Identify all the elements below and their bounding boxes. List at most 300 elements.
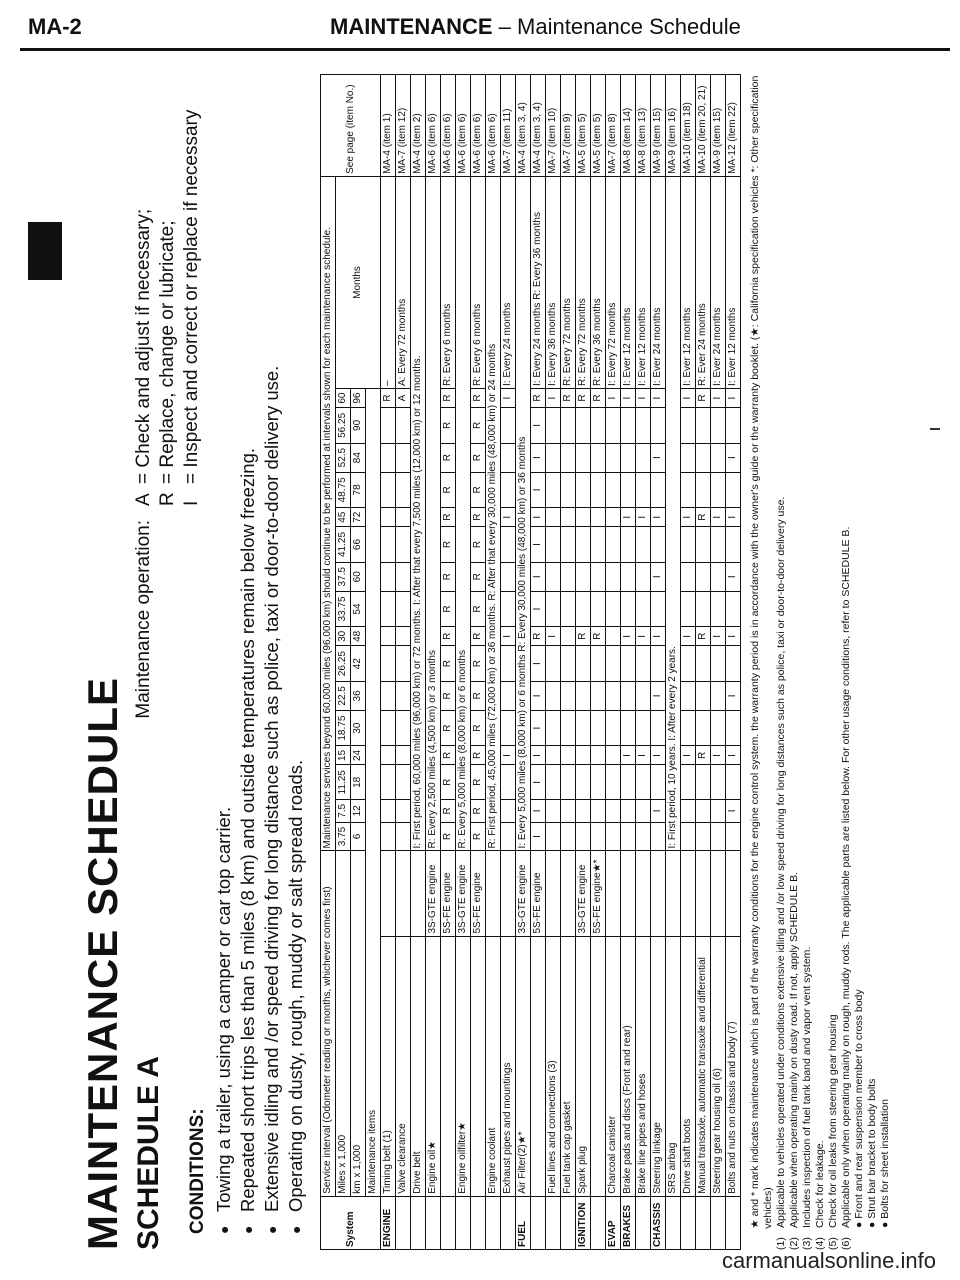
operation-cell	[696, 822, 711, 851]
miles-label: Miles x 1,000	[336, 851, 351, 1196]
operation-cell: R	[471, 389, 486, 408]
operation-cell	[501, 765, 516, 800]
table-row	[726, 75, 741, 1250]
footnote-key	[853, 1228, 866, 1250]
operation-cell	[711, 562, 726, 591]
system-cell: IGNITION	[576, 1196, 591, 1249]
footnote-text: Applicable only when operating mainly on rough, muddy rods. The applicable parts are listed below. For other usage conditions, refer to SCHEDULE B.	[840, 526, 852, 1228]
table-row	[576, 75, 591, 1250]
months-cell: I: Ever 24 months	[711, 176, 726, 388]
page-ref-cell: MA-10 (item 18)	[681, 75, 696, 177]
page-ref-cell: MA-12 (item 22)	[726, 75, 741, 177]
system-cell	[726, 1196, 741, 1249]
operation-cell: R	[471, 746, 486, 765]
operation-cell	[651, 591, 666, 627]
operation-cell	[501, 527, 516, 563]
page-title: MAINTENANCE SCHEDULE	[79, 676, 126, 1250]
table-row	[396, 75, 411, 1250]
engine-cell	[666, 851, 681, 936]
page-ref-cell: MA-9 (item 15)	[711, 75, 726, 177]
operation-cell: I	[546, 627, 561, 646]
operation-cell	[651, 527, 666, 563]
margin-mark	[930, 428, 940, 430]
operation-cell	[696, 408, 711, 444]
item-cell: Steering gear housing oil (6)	[711, 936, 726, 1196]
operation-cell	[381, 527, 396, 563]
page-ref-cell: MA-6 (item 6)	[456, 75, 471, 177]
system-cell: EVAP	[606, 1196, 621, 1249]
operation-cell: I	[531, 765, 546, 800]
item-cell: Air Filter(2)★*	[516, 936, 531, 1196]
operation-cell	[381, 710, 396, 746]
table-row	[411, 75, 426, 1250]
operation-cell: I	[681, 746, 696, 765]
engine-cell	[696, 851, 711, 936]
page-ref-cell: MA-7 (item 10)	[546, 75, 561, 177]
operation-cell: I	[531, 800, 546, 822]
operation-cell: R	[441, 408, 456, 444]
footnote-key: (3)	[801, 1237, 813, 1250]
footnote-key: (4)	[814, 1237, 826, 1250]
operation-cell: I	[636, 389, 651, 408]
months-cell: R: Every 6 months	[471, 176, 486, 388]
operation-cell: I	[531, 508, 546, 527]
footnote-key: (1)	[775, 1237, 787, 1250]
table-row	[531, 75, 546, 1250]
months-cell: I: Ever 12 months	[681, 176, 696, 388]
operation-cell	[561, 627, 576, 646]
miles-value: 41.25	[336, 527, 351, 563]
operation-cell	[726, 408, 741, 444]
system-cell: ENGINE	[381, 1196, 396, 1249]
operation-cell	[651, 408, 666, 444]
item-cell: Timing belt (1)	[381, 936, 396, 1196]
operation-cell	[681, 646, 696, 682]
page-ref-cell: MA-8 (item 13)	[636, 75, 651, 177]
operation-cell: I	[621, 508, 636, 527]
operation-cell: I	[651, 800, 666, 822]
operation-cell: I	[651, 627, 666, 646]
operation-cell	[696, 472, 711, 508]
operation-cell	[636, 408, 651, 444]
operation-cell	[381, 800, 396, 822]
miles-value: 45	[336, 508, 351, 527]
operation-cell	[501, 681, 516, 710]
operation-cell	[576, 562, 591, 591]
page-ref-cell: MA-4 (item 3, 4)	[531, 75, 546, 177]
operation-cell	[621, 591, 636, 627]
item-cell: Drive shaft boots	[681, 936, 696, 1196]
items-label: Maintenance items	[366, 389, 381, 1197]
operation-cell: R	[441, 562, 456, 591]
engine-cell: 3S-GTE engine	[576, 851, 591, 936]
table-row	[636, 75, 651, 1250]
system-cell	[486, 1196, 501, 1249]
operation-cell	[591, 408, 606, 444]
operation-cell	[591, 681, 606, 710]
operation-cell	[591, 527, 606, 563]
footnote-key: (2)	[788, 1237, 800, 1250]
operation-cell	[381, 591, 396, 627]
operation-cell: I	[726, 800, 741, 822]
operation-cell	[726, 765, 741, 800]
operation-cell: I	[711, 508, 726, 527]
operation-cell	[636, 472, 651, 508]
item-cell: Exhaust pipes and mountings	[501, 936, 516, 1196]
operation-cell	[501, 646, 516, 682]
operation-cell	[396, 627, 411, 646]
page-ref-cell: MA-6 (item 6)	[441, 75, 456, 177]
system-cell: CHASSIS	[651, 1196, 666, 1249]
months-cell: A: Every 72 months	[396, 176, 411, 388]
operation-cell	[636, 822, 651, 851]
miles-value: 22.5	[336, 681, 351, 710]
table-row	[666, 75, 681, 1250]
operation-cell	[576, 508, 591, 527]
operation-cell	[636, 681, 651, 710]
operation-cell: R	[696, 746, 711, 765]
operation-cell	[546, 822, 561, 851]
operation-cell: I	[621, 627, 636, 646]
condition-item: ● Repeated short trips les than 5 miles (8 km) and outside temperatures remain below freezing.	[236, 70, 260, 1212]
item-cell: SRS airbag	[666, 936, 681, 1196]
item-cell: Engine oilfilter★	[456, 936, 471, 1196]
operation-cell	[396, 527, 411, 563]
legend-desc: = Replace, change or lubricate;	[157, 220, 178, 484]
km-value: 66	[351, 527, 366, 563]
item-cell: Engine oil★	[426, 936, 441, 1196]
operation-cell	[576, 591, 591, 627]
operation-cell	[636, 765, 651, 800]
page-ref-cell: MA-7 (item 11)	[501, 75, 516, 177]
table-header-row	[321, 75, 336, 1250]
legend-row	[180, 110, 204, 730]
operation-cell: I	[531, 822, 546, 851]
footnote-text: ● Front and rear suspension member to cross body	[853, 989, 865, 1228]
legend-desc: = Check and adjust if necessary;	[133, 208, 154, 484]
table-row	[501, 75, 516, 1250]
header-rule	[20, 48, 950, 51]
operation-cell: R	[591, 389, 606, 408]
engine-cell: 3S-GTE engine	[426, 851, 441, 936]
operation-cell: R	[471, 527, 486, 563]
operation-cell	[396, 408, 411, 444]
miles-value: 52.5	[336, 443, 351, 472]
operation-cell	[396, 765, 411, 800]
operation-cell	[381, 472, 396, 508]
operation-cell	[576, 408, 591, 444]
system-cell	[456, 1196, 471, 1249]
operation-cell	[546, 800, 561, 822]
engine-cell	[501, 851, 516, 936]
table-row	[426, 75, 441, 1250]
months-cell: I: Every 72 months	[606, 176, 621, 388]
operation-cell	[621, 681, 636, 710]
interval-span-cell: I: First period, 10 years. I: After every 2 years.	[666, 176, 681, 851]
miles-value: 56.25	[336, 408, 351, 444]
legend-code: R	[157, 492, 178, 506]
operation-cell	[546, 710, 561, 746]
footnote-key: (6)	[840, 1237, 852, 1250]
operation-cell	[711, 822, 726, 851]
operation-cell: I	[501, 746, 516, 765]
months-cell: R: Ever 24 months	[696, 176, 711, 388]
condition-item: ● Extensive idling and /or speed driving for long distance such as police, taxi or door-to-door delivery use.	[260, 70, 284, 1212]
operation-cell	[636, 646, 651, 682]
operation-cell	[621, 527, 636, 563]
operation-cell	[606, 646, 621, 682]
operation-cell: I	[651, 443, 666, 472]
interval-span-cell: R: Every 2,500 miles (4,500 km) or 3 months	[426, 176, 441, 851]
operation-cell	[636, 591, 651, 627]
operation-cell	[576, 681, 591, 710]
page-header	[330, 14, 741, 40]
item-cell	[531, 936, 546, 1196]
footnote-text: Check for leakage.	[814, 1140, 826, 1228]
engine-cell	[681, 851, 696, 936]
months-cell: I: Ever 24 months	[651, 176, 666, 388]
operation-cell: R	[441, 443, 456, 472]
system-cell	[501, 1196, 516, 1249]
system-cell	[441, 1196, 456, 1249]
operation-cell	[696, 710, 711, 746]
operation-cell	[606, 822, 621, 851]
operation-cell	[561, 408, 576, 444]
system-cell: BRAKES	[621, 1196, 636, 1249]
operation-cell	[621, 710, 636, 746]
operation-cell	[681, 710, 696, 746]
operation-cell	[606, 472, 621, 508]
miles-value: 48.75	[336, 472, 351, 508]
operation-cell	[576, 765, 591, 800]
operation-cell	[396, 508, 411, 527]
operation-cell: R	[471, 627, 486, 646]
operation-cell	[381, 746, 396, 765]
maintenance-operation-legend	[132, 110, 204, 730]
operation-cell	[651, 822, 666, 851]
operation-cell: R	[471, 822, 486, 851]
footnote-key	[866, 1228, 879, 1250]
item-cell	[471, 936, 486, 1196]
operation-cell	[711, 710, 726, 746]
operation-cell	[396, 822, 411, 851]
rotated-page-body	[79, 70, 891, 1250]
operation-cell	[651, 646, 666, 682]
operation-cell	[561, 646, 576, 682]
footnote	[814, 70, 827, 1250]
months-cell: I: Ever 12 months	[621, 176, 636, 388]
table-row	[606, 75, 621, 1250]
operation-cell	[726, 527, 741, 563]
page-ref-cell: MA-4 (item 3, 4)	[516, 75, 531, 177]
operation-cell	[606, 591, 621, 627]
page-ref-cell: MA-6 (item 6)	[471, 75, 486, 177]
footnote	[879, 70, 892, 1250]
operation-cell: R	[441, 765, 456, 800]
operation-cell	[621, 822, 636, 851]
operation-cell	[621, 472, 636, 508]
operation-cell	[696, 765, 711, 800]
operation-cell: I	[651, 681, 666, 710]
system-cell	[681, 1196, 696, 1249]
operation-cell: R	[471, 765, 486, 800]
footnote	[775, 70, 788, 1250]
operation-cell: I	[531, 591, 546, 627]
conditions-list	[212, 70, 308, 1234]
engine-cell	[411, 851, 426, 936]
operation-cell: R	[471, 562, 486, 591]
km-value: 60	[351, 562, 366, 591]
operation-cell	[501, 822, 516, 851]
operation-cell	[396, 443, 411, 472]
item-cell: Steering linkage	[651, 936, 666, 1196]
operation-cell: I	[636, 627, 651, 646]
operation-cell	[591, 746, 606, 765]
engine-cell	[561, 851, 576, 936]
engine-cell: 5S-FE engine	[471, 851, 486, 936]
page-ref-cell: MA-6 (item 6)	[426, 75, 441, 177]
operation-cell	[711, 527, 726, 563]
operation-cell: I	[531, 527, 546, 563]
operation-cell	[561, 527, 576, 563]
footnote	[853, 70, 866, 1250]
operation-cell	[681, 562, 696, 591]
km-value: 6	[351, 822, 366, 851]
operation-cell	[381, 681, 396, 710]
operation-cell	[681, 472, 696, 508]
miles-value: 11.25	[336, 765, 351, 800]
footnote-text: ★ and * mark indicates maintenance which is part of the warranty conditions for the engine control system. the warranty period is in accordance with the owner's guide or the warranty booklet. (★: California specification vehicles *: Other specification vehicles)	[749, 75, 774, 1229]
operation-cell	[546, 646, 561, 682]
miles-row	[336, 75, 351, 1250]
operation-cell: R	[591, 627, 606, 646]
item-cell: Manual transaxle, automatic transaxle and differential	[696, 936, 711, 1196]
engine-cell	[636, 851, 651, 936]
km-value: 36	[351, 681, 366, 710]
item-cell: Charcoal canister	[606, 936, 621, 1196]
operation-cell	[606, 527, 621, 563]
operation-cell	[606, 800, 621, 822]
system-cell	[531, 1196, 546, 1249]
footnote	[788, 70, 801, 1250]
operation-cell: I	[531, 746, 546, 765]
miles-value: 26.25	[336, 646, 351, 682]
operation-cell: R	[576, 389, 591, 408]
operation-cell: I	[531, 472, 546, 508]
operation-cell	[606, 408, 621, 444]
operation-cell	[396, 710, 411, 746]
operation-cell	[546, 408, 561, 444]
operation-cell	[591, 765, 606, 800]
table-row	[486, 75, 501, 1250]
operation-cell	[696, 527, 711, 563]
operation-cell	[381, 646, 396, 682]
operation-cell	[561, 800, 576, 822]
engine-cell: 5S-FE engine	[441, 851, 456, 936]
operation-cell	[561, 822, 576, 851]
operation-cell: R	[561, 389, 576, 408]
item-cell: Fuel lines and connections (3)	[546, 936, 561, 1196]
operation-cell: R	[441, 681, 456, 710]
operation-cell: I	[651, 508, 666, 527]
operation-cell	[621, 765, 636, 800]
operation-cell	[396, 681, 411, 710]
table-row	[711, 75, 726, 1250]
km-value: 90	[351, 408, 366, 444]
legend-row	[156, 110, 180, 730]
operation-cell	[591, 710, 606, 746]
header-subtitle: Maintenance Schedule	[517, 14, 741, 39]
operation-cell	[711, 765, 726, 800]
operation-cell	[696, 443, 711, 472]
operation-cell: I	[531, 681, 546, 710]
months-cell: I: Every 36 months	[546, 176, 561, 388]
operation-cell	[591, 443, 606, 472]
page-ref-cell: MA-7 (item 8)	[606, 75, 621, 177]
system-cell	[696, 1196, 711, 1249]
table-row	[441, 75, 456, 1250]
km-value: 18	[351, 765, 366, 800]
operation-cell: I	[531, 710, 546, 746]
operation-cell: I	[636, 746, 651, 765]
months-header: Months	[336, 176, 381, 388]
operation-cell	[681, 822, 696, 851]
engine-cell	[651, 851, 666, 936]
months-cell: R: Every 6 months	[441, 176, 456, 388]
operation-cell: I	[531, 562, 546, 591]
operation-cell: R	[441, 389, 456, 408]
operation-cell: R	[441, 800, 456, 822]
operation-cell	[546, 746, 561, 765]
operation-cell	[606, 681, 621, 710]
operation-cell: I	[726, 681, 741, 710]
operation-cell	[651, 472, 666, 508]
table-row	[546, 75, 561, 1250]
interval-span-cell: I: First period, 60,000 miles (96,000 km) or 72 months. I: After that every 7,500 miles (12,000 km) or 12 months.	[411, 176, 426, 851]
km-value: 24	[351, 746, 366, 765]
table-row	[381, 75, 396, 1250]
operation-cell	[381, 562, 396, 591]
operation-cell	[711, 443, 726, 472]
legend-code: I	[181, 500, 202, 506]
operation-cell: I	[726, 508, 741, 527]
system-cell	[471, 1196, 486, 1249]
condition-item: ● Operating on dusty, rough, muddy or salt spread roads.	[284, 70, 308, 1212]
legend-desc: = Inspect and correct or replace if necessary	[181, 109, 202, 484]
footnote-text: ● Strut bar bracket to body bolts	[866, 1078, 878, 1228]
footnote-text: Applicable when operating mainly on dusty road. If not, apply SCHEDULE B.	[788, 871, 800, 1228]
operation-cell	[561, 591, 576, 627]
item-cell: Fuel tank cap gasket	[561, 936, 576, 1196]
operation-cell: I	[501, 627, 516, 646]
operation-cell	[576, 746, 591, 765]
operation-cell	[546, 562, 561, 591]
interval-span-cell: R: Every 5,000 miles (8,000 km) or 6 months	[456, 176, 471, 851]
engine-cell	[726, 851, 741, 936]
operation-cell: I	[621, 746, 636, 765]
operation-cell	[561, 710, 576, 746]
table-row	[471, 75, 486, 1250]
operation-cell: I	[726, 746, 741, 765]
item-cell: Brake pads and discs (Front and rear)	[621, 936, 636, 1196]
operation-cell	[396, 591, 411, 627]
item-cell: Engine coolant	[486, 936, 501, 1196]
system-cell	[546, 1196, 561, 1249]
months-cell: R: Every 72 months	[561, 176, 576, 388]
miles-value: 15	[336, 746, 351, 765]
operation-cell: R	[696, 627, 711, 646]
engine-cell: 5S-FE engine	[531, 851, 546, 936]
